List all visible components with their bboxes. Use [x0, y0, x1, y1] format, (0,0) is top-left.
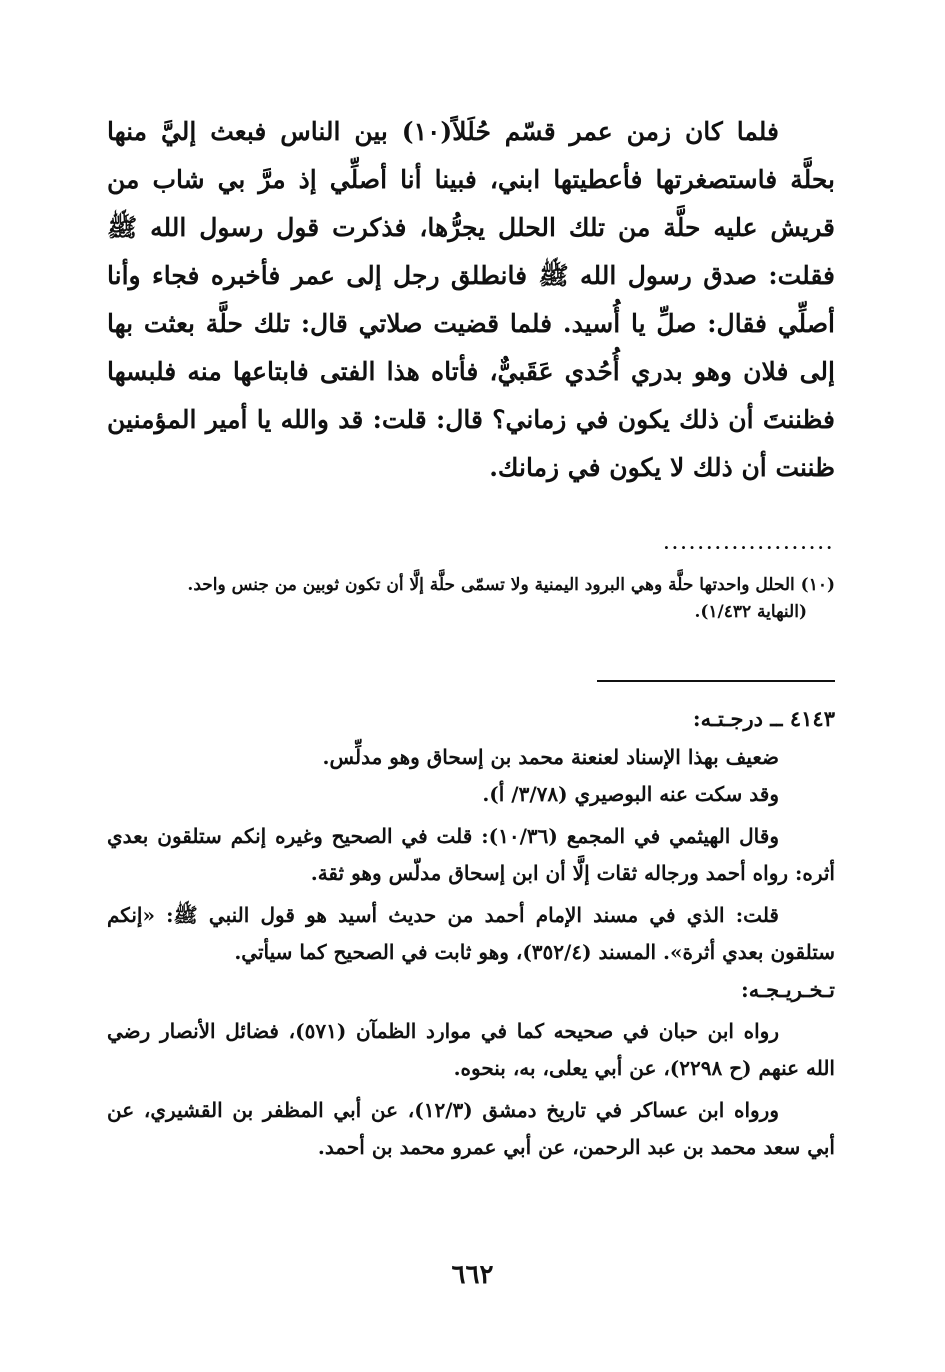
footnote-line-2: (النهاية ١/٤٣٢).	[694, 602, 807, 622]
degree-line-1: ضعيف بهذا الإسناد لعنعنة محمد بن إسحاق وهو مدلِّس.	[322, 745, 779, 769]
takhrij-paragraph-2: ورواه ابن عساكر في تاريخ دمشق (١٢/٣)، عن أبي المظفر بن القشيري، عن أبي سعد محمد بن عبد الرحمن، عن أبي عمرو محمد بن أحمد.	[107, 1098, 835, 1159]
degree-line-2: وقد سكت عنه البوصيري (٣/٧٨/ أ).	[482, 782, 779, 806]
degree-paragraph-1: وقال الهيثمي في المجمع (١٠/٣٦): قلت في الصحيح وغيره إنكم ستلقون بعدي أثره: رواه أحمد ورجاله ثقات إلَّا أن ابن إسحاق مدلّس وهو ثقة.	[107, 824, 835, 885]
section-divider	[597, 680, 835, 682]
grading-section	[107, 700, 835, 1166]
takhrij-heading: تـخـريـجـه:	[740, 977, 835, 1002]
degree-paragraph-2: قلت: الذي في مسند الإمام أحمد من حديث أسيد هو قول النبي ﷺ: «إنكم ستلقون بعدي أثرة». المسند (٣٥٢/٤)، وهو ثابت في الصحيح كما سيأتي.	[107, 903, 835, 964]
takhrij-paragraph-1: رواه ابن حبان في صحيحه كما في موارد الظمآن (٥٧١)، فضائل الأنصار رضي الله عنهم (ح ٢٢٩٨)، عن أبي يعلى، به، بنحوه.	[107, 1019, 835, 1080]
footnote	[107, 572, 835, 626]
degree-heading: ٤١٤٣ ــ درجـتـه:	[692, 706, 835, 731]
footnote-line-1: (١٠) الحلل واحدتها حلَّة وهي البرود اليمنية ولا تسمّى حلَّة إلَّا أن تكون ثوبين من جنس واحد.	[187, 575, 835, 595]
page-number: ٦٦٢	[451, 1260, 494, 1290]
footnote-separator-dots: ....................	[663, 534, 835, 553]
main-text-block	[107, 108, 835, 492]
main-paragraph: فلما كان زمن عمر قسّم حُلَلاً(١٠) بين الناس فبعث إليَّ منها بحلَّة فاستصغرتها فأعطيتها ابني، فبينا أنا أصلِّي إذ مرَّ بي شاب من قريش عليه حلَّة من تلك الحلل يجرُّها، فذكرت قول رسول الله ﷺ فقلت: صدق رسول الله ﷺ فانطلق رجل إلى عمر فأخبره فجاء وأنا أصلِّي فقال: صلِّ يا أُسيد. فلما قضيت صلاتي قال: تلك حلَّة بعثت بها إلى فلان وهو بدري أُحُدي عَقَبيٌّ، فأتاه هذا الفتى فابتاعها منه فلبسها فظننتَ أن ذلك يكون في زماني؟ قال: قلت: قد والله يا أمير المؤمنين ظننت أن ذلك لا يكون في زمانك.	[107, 117, 835, 482]
